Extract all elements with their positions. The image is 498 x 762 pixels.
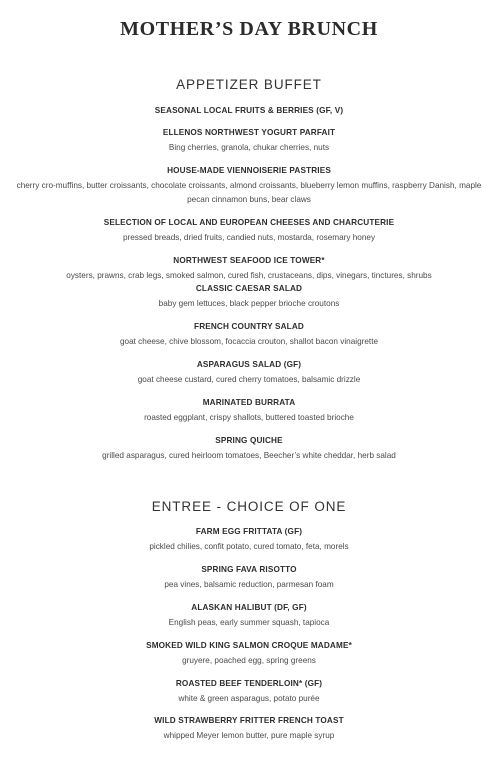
menu-item-description: grilled asparagus, cured heirloom tomatoes, Beecher’s white cheddar, herb salad <box>102 451 396 460</box>
menu-item-description: Bing cherries, granola, chukar cherries, nuts <box>168 143 330 152</box>
menu-item-name: MARINATED BURRATA <box>202 398 296 407</box>
menu-item <box>0 105 498 116</box>
menu-item <box>0 217 498 245</box>
menu-item-description: whipped Meyer lemon butter, pure maple syrup <box>163 731 335 740</box>
menu-item-name: HOUSE-MADE VIENNOISERIE PASTRIES <box>167 166 331 175</box>
menu-item <box>0 127 498 155</box>
menu-item-description: goat cheese, chive blossom, focaccia crouton, shallot bacon vinaigrette <box>119 337 379 346</box>
menu-item <box>0 564 498 592</box>
menu-item-description: baby gem lettuces, black pepper brioche croutons <box>158 299 340 308</box>
menu-item <box>0 602 498 630</box>
menu-item-name: CLASSIC CAESAR SALAD <box>195 284 303 293</box>
menu-item-description: gruyere, poached egg, spring greens <box>182 656 316 665</box>
menu-item-description: roasted eggplant, crispy shallots, buttered toasted brioche <box>144 413 354 422</box>
menu-item-description: cherry cro-muffins, butter croissants, chocolate croissants, almond croissants, blueberry lemon muffins, raspberry Danish, maple pecan cinnamon buns, bear claws <box>16 181 482 204</box>
menu-item-name: FARM EGG FRITTATA (GF) <box>195 527 303 536</box>
menu-item <box>0 640 498 668</box>
menu-item-name: SPRING FAVA RISOTTO <box>201 565 297 574</box>
menu-item-name: ELLENOS NORTHWEST YOGURT PARFAIT <box>162 128 336 137</box>
menu-item <box>0 255 498 283</box>
menu-item-name: SMOKED WILD KING SALMON CROQUE MADAME* <box>146 641 352 650</box>
menu-item-description: pea vines, balsamic reduction, parmesan foam <box>164 580 334 589</box>
menu-item-description: pressed breads, dried fruits, candied nuts, mostarda, rosemary honey <box>122 233 376 242</box>
menu-item <box>0 397 498 425</box>
menu-item-description: white & green asparagus, potato purée <box>178 694 320 703</box>
menu-item-name: ASPARAGUS SALAD (GF) <box>196 360 302 369</box>
menu-item-description: English peas, early summer squash, tapioca <box>168 618 330 627</box>
menu-item <box>0 435 498 463</box>
menu-item-name: NORTHWEST SEAFOOD ICE TOWER* <box>173 256 325 265</box>
menu-item-description: pickled chilies, confit potato, cured tomato, feta, morels <box>149 542 349 551</box>
menu-item-name: SEASONAL LOCAL FRUITS & BERRIES (GF, V) <box>154 106 344 115</box>
menu-item-name: WILD STRAWBERRY FRITTER FRENCH TOAST <box>154 716 344 725</box>
menu-item-name: FRENCH COUNTRY SALAD <box>194 322 304 331</box>
menu-item-name: ROASTED BEEF TENDERLOIN* (GF) <box>175 679 323 688</box>
menu-item-name: ALASKAN HALIBUT (DF, GF) <box>191 603 307 612</box>
menu-item <box>0 165 498 207</box>
menu-item <box>0 359 498 387</box>
menu-item <box>0 526 498 554</box>
menu-item <box>0 283 498 311</box>
menu-item-name: SPRING QUICHE <box>215 436 283 445</box>
menu-item-name: SELECTION OF LOCAL AND EUROPEAN CHEESES AND CHARCUTERIE <box>103 218 395 227</box>
section-heading-appetizer: APPETIZER BUFFET <box>176 77 322 92</box>
menu-item <box>0 715 498 743</box>
menu-title: MOTHER’S DAY BRUNCH <box>120 18 378 40</box>
section-heading-entree: ENTREE - CHOICE OF ONE <box>151 499 347 514</box>
menu-item <box>0 321 498 349</box>
menu-item <box>0 678 498 706</box>
menu-item-description: goat cheese custard, cured cherry tomatoes, balsamic drizzle <box>137 375 361 384</box>
menu-item-description: oysters, prawns, crab legs, smoked salmon, cured fish, crustaceans, dips, vinegars, tinctures, shrubs <box>66 271 432 280</box>
